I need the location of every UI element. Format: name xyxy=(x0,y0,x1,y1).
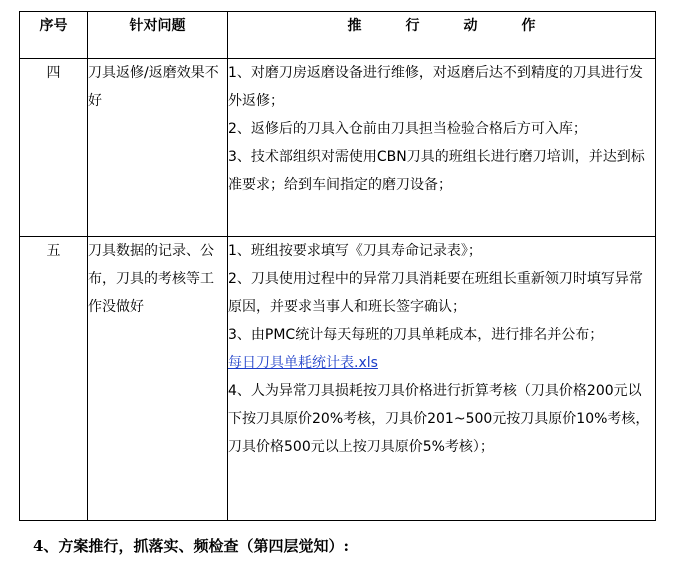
table-row xyxy=(20,59,656,237)
section-heading: 4、方案推行，抓落实、频检查（第四层觉知）: xyxy=(33,537,349,555)
header-issue: 针对问题 xyxy=(88,12,228,59)
action-item: 1、对磨刀房返磨设备进行维修，对返磨后达不到精度的刀具进行发外返修； xyxy=(228,65,643,109)
action-item: 2、返修后的刀具入仓前由刀具担当检验合格后方可入库； xyxy=(228,121,587,137)
action-item: 4、人为异常刀具损耗按刀具价格进行折算考核（刀具价格200元以下按刀具原价20%考核，刀具价201~500元按刀具原价10%考核，刀具价格500元以上按刀具原价5%考核）； xyxy=(228,383,650,455)
header-actions-char: 行 xyxy=(405,18,420,34)
table-row xyxy=(20,237,656,521)
action-item: 2、刀具使用过程中的异常刀具消耗要在班组长重新领刀时填写异常原因，并要求当事人和班长签字确认； xyxy=(228,271,643,315)
row-issue: 刀具返修/返磨效果不好 xyxy=(88,59,228,237)
action-item: 1、班组按要求填写《刀具寿命记录表》； xyxy=(228,243,482,259)
header-actions xyxy=(228,12,656,59)
row-number: 四 xyxy=(20,59,88,237)
spreadsheet-link[interactable]: 每日刀具单耗统计表.xls xyxy=(228,355,378,371)
row-actions xyxy=(228,59,656,237)
header-actions-char: 动 xyxy=(463,18,478,34)
header-actions-char: 推 xyxy=(347,18,362,34)
action-item: 3、由PMC统计每天每班的刀具单耗成本，进行排名并公布； xyxy=(228,327,604,343)
action-table xyxy=(19,11,656,521)
table-header-row xyxy=(20,12,656,59)
row-issue: 刀具数据的记录、公布，刀具的考核等工作没做好 xyxy=(88,237,228,521)
row-actions xyxy=(228,237,656,521)
action-item: 3、技术部组织对需使用CBN刀具的班组长进行磨刀培训，并达到标准要求；给到车间指定的磨刀设备； xyxy=(228,149,645,193)
header-num: 序号 xyxy=(20,12,88,59)
header-actions-char: 作 xyxy=(521,18,536,34)
row-number: 五 xyxy=(20,237,88,521)
